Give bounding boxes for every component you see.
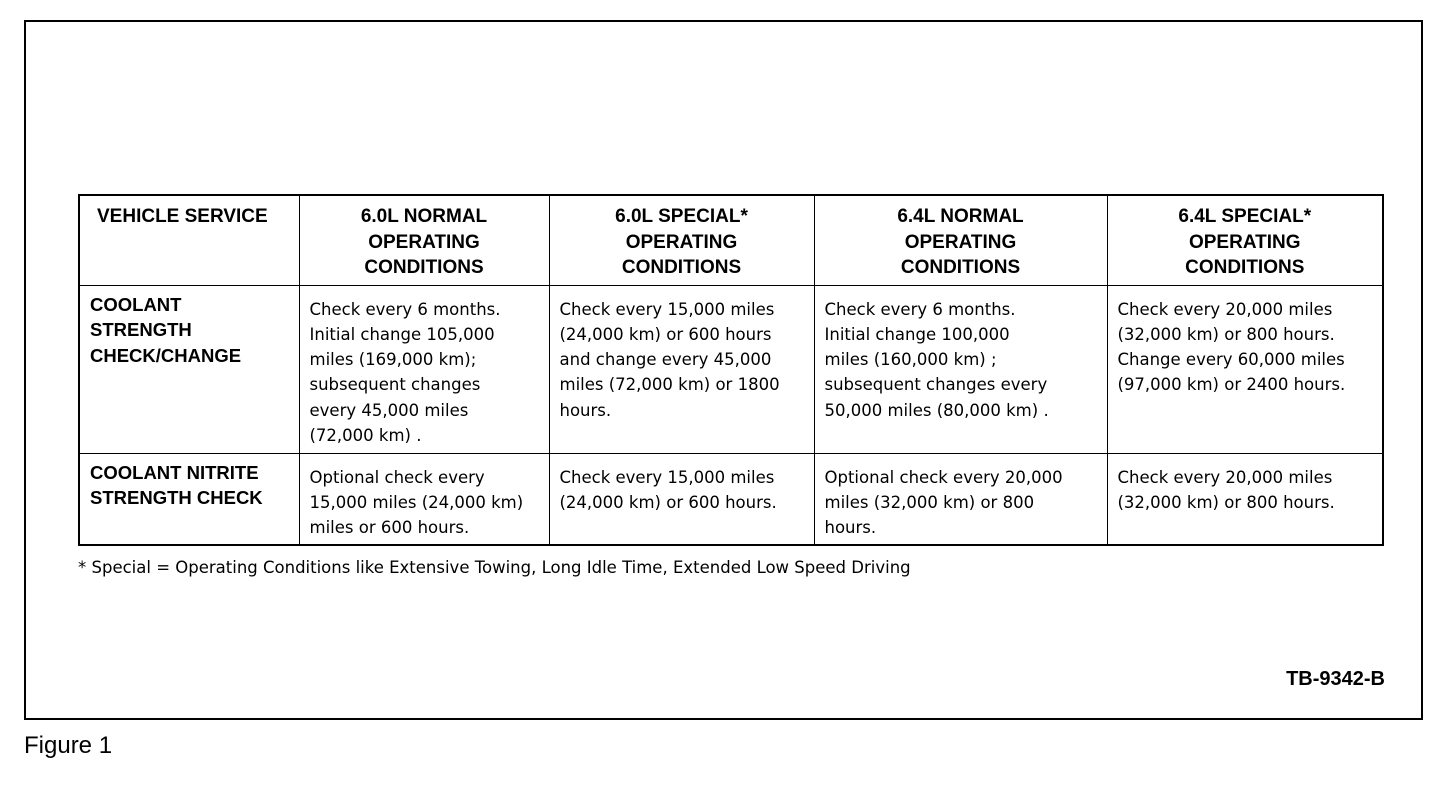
row-label-coolant-strength: COOLANT STRENGTH CHECK/CHANGE bbox=[79, 285, 299, 453]
header-vehicle-service: VEHICLE SERVICE bbox=[79, 195, 299, 285]
figure-frame bbox=[24, 20, 1423, 720]
table-cell: Check every 20,000 miles (32,000 km) or 800 hours. bbox=[1107, 453, 1383, 545]
header-64l-special: 6.4L SPECIAL* OPERATING CONDITIONS bbox=[1107, 195, 1383, 285]
row-label-coolant-nitrite: COOLANT NITRITE STRENGTH CHECK bbox=[79, 453, 299, 545]
table-cell: Optional check every 15,000 miles (24,000 km) miles or 600 hours. bbox=[299, 453, 549, 545]
figure-caption: Figure 1 bbox=[24, 732, 113, 759]
table-cell: Check every 6 months. Initial change 105,000 miles (169,000 km); subsequent changes every 45,000 miles (72,000 km) . bbox=[299, 285, 549, 453]
figure-code: TB-9342-B bbox=[1286, 668, 1385, 690]
table-cell: Check every 15,000 miles (24,000 km) or 600 hours. bbox=[549, 453, 814, 545]
table-row bbox=[79, 453, 1383, 545]
header-64l-normal: 6.4L NORMAL OPERATING CONDITIONS bbox=[814, 195, 1107, 285]
table-cell: Optional check every 20,000 miles (32,000 km) or 800 hours. bbox=[814, 453, 1107, 545]
table-header-row bbox=[79, 195, 1383, 285]
footnote: * Special = Operating Conditions like Extensive Towing, Long Idle Time, Extended Low Speed Driving bbox=[78, 558, 911, 577]
vehicle-service-table bbox=[78, 194, 1384, 546]
table-cell: Check every 6 months. Initial change 100,000 miles (160,000 km) ; subsequent changes every 50,000 miles (80,000 km) . bbox=[814, 285, 1107, 453]
table-row bbox=[79, 285, 1383, 453]
table-cell: Check every 15,000 miles (24,000 km) or 600 hours and change every 45,000 miles (72,000 km) or 1800 hours. bbox=[549, 285, 814, 453]
table-cell: Check every 20,000 miles (32,000 km) or 800 hours. Change every 60,000 miles (97,000 km) or 2400 hours. bbox=[1107, 285, 1383, 453]
header-60l-special: 6.0L SPECIAL* OPERATING CONDITIONS bbox=[549, 195, 814, 285]
header-60l-normal: 6.0L NORMAL OPERATING CONDITIONS bbox=[299, 195, 549, 285]
